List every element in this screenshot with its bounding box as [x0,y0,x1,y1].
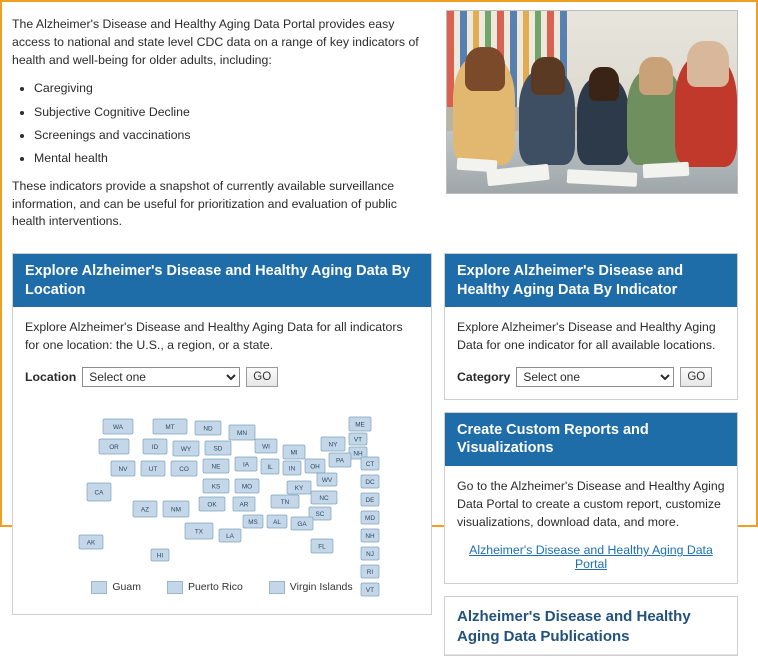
map-state-label: GA [297,520,307,528]
map-state-label: TN [280,498,290,506]
map-state-label: AZ [140,506,150,514]
list-item: • Subjective Cognitive Decline [34,103,432,122]
hero-photo [446,10,738,194]
map-state-label: NY [328,441,338,449]
photo-person-head [465,47,505,91]
map-state-label: HI [156,552,164,560]
map-state-label: AK [86,539,96,547]
photo-person-head [687,41,729,87]
legend-swatch [167,581,183,594]
map-state-label: LA [226,532,234,540]
map-state-label: ND [203,425,213,433]
legend-label: Virgin Islands [289,581,353,594]
map-sidebox-label: NJ [366,550,374,558]
location-selector-row [25,367,419,387]
map-state-label: ME [355,421,365,429]
panel-title: Create Custom Reports and Visualizations [445,413,737,466]
map-sidebox-label: DE [365,496,375,504]
map-state-label: MN [237,429,247,437]
map-sidebox-label: VT [365,586,375,594]
map-state-label: TX [194,528,204,536]
intro-bullet-list [12,79,432,167]
map-sidebox-label: DC [365,478,375,486]
map-state-label: ID [151,443,159,451]
location-panel-description: Explore Alzheimer's Disease and Healthy Aging Data for all indicators for one location: the U.S., a region, or a state. [25,320,403,353]
category-select[interactable] [516,367,674,387]
left-column [12,253,432,668]
right-column [444,253,738,668]
map-state-label: MS [248,518,258,526]
category-selector-row [457,367,725,387]
map-state-label: CO [179,465,189,473]
map-sidebox-label: RI [366,568,374,576]
publications-panel-title: Alzheimer's Disease and Healthy Aging Data Publications [445,597,737,654]
map-state-label: OK [207,501,217,509]
map-state-label: IN [288,465,296,473]
legend-item-guam [91,581,141,594]
map-state-label: NH [353,450,363,458]
map-state-label: WY [180,445,192,453]
location-go-button[interactable]: GO [246,367,278,387]
map-state-label: SC [315,510,325,518]
photo-person-head [639,57,673,95]
category-label: Category [457,369,511,384]
intro-section [12,10,746,241]
intro-paragraph-1: The Alzheimer's Disease and Healthy Aging Data Portal provides easy access to national and state level CDC data on a range of key indicators of health and well-being for older adults, including: [12,17,419,67]
panel-body [13,307,431,614]
custom-reports-panel [444,412,738,585]
location-label: Location [25,369,77,384]
map-state-label: FL [318,543,326,551]
map-sidebox-label: MD [365,514,375,522]
list-item: • Screenings and vaccinations [34,126,432,145]
map-state-label: WA [112,423,124,431]
panel-title: Explore Alzheimer's Disease and Healthy Aging Data By Location [13,254,431,307]
map-state-label: WI [262,443,270,451]
intro-text [12,10,432,241]
list-item: • Mental health [34,149,432,168]
map-state-label: PA [335,457,345,465]
map-state-label: NC [319,494,329,502]
map-state-label: WV [321,476,333,484]
map-state-label: SD [213,445,223,453]
legend-label: Puerto Rico [187,581,243,594]
map-sidebox-label: CT [365,460,375,468]
indicator-panel-description: Explore Alzheimer's Disease and Healthy Aging Data for one indicator for all available locations. [457,320,716,353]
map-state-label: KS [211,483,221,491]
map-state-label: MI [290,449,298,457]
reports-panel-description: Go to the Alzheimer's Disease and Healthy Aging Data Portal to create a custom report, customize visualizations, download data, and more. [457,479,725,529]
intro-paragraph-2: These indicators provide a snapshot of currently available surveillance information, and can be useful for prioritization and evaluation of public health interventions. [12,178,397,229]
photo-person-head [589,67,619,101]
map-legend [25,581,419,602]
legend-item-virgin-islands [269,581,353,594]
panel-body [445,307,737,399]
publications-panel [444,596,738,655]
panel-body [445,466,737,583]
map-sidebox-label: NH [365,532,375,540]
legend-label: Guam [112,581,141,594]
category-go-button[interactable]: GO [680,367,712,387]
photo-tablet [643,162,690,178]
location-select[interactable] [82,367,240,387]
map-state-label: KY [294,484,304,492]
list-item: • Caregiving [34,79,432,98]
map-state-label: OH [310,463,320,471]
map-state-label: IL [267,463,273,471]
map-state-label: OR [109,443,119,451]
map-state-label: MO [241,483,253,491]
map-state-label: CA [94,489,104,497]
photo-person-head [531,57,565,95]
map-state-label: MT [165,423,175,431]
map-state-label: AL [273,518,281,526]
map-state-label: VT [353,436,363,444]
map-state-label: AR [239,501,249,509]
map-state-label: NE [211,463,221,471]
map-state-label: IA [242,461,250,469]
legend-swatch [91,581,107,594]
data-portal-link[interactable]: Alzheimer's Disease and Healthy Aging Data Portal [469,543,713,572]
explore-by-location-panel [12,253,432,615]
panel-title: Explore Alzheimer's Disease and Healthy Aging Data By Indicator [445,254,737,307]
panels-row [12,253,746,668]
map-state-label: NM [171,506,181,514]
explore-by-indicator-panel [444,253,738,400]
legend-swatch [269,581,285,594]
legend-item-puerto-rico [167,581,243,594]
map-state-label: NV [118,465,128,473]
map-state-label: UT [148,465,158,473]
